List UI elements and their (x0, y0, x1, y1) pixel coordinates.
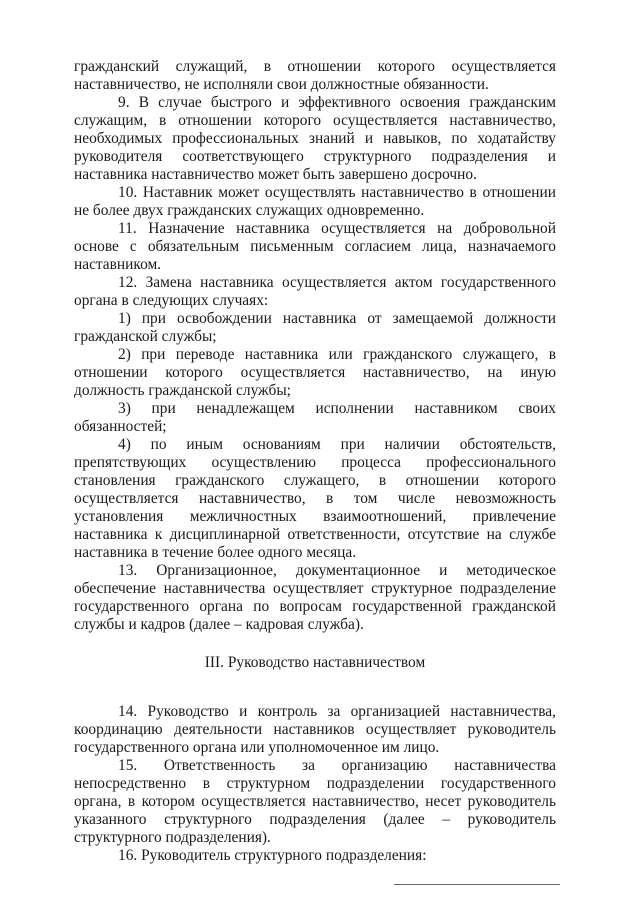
paragraph-10: 10. Наставник может осуществлять наставничество в отношении не более двух гражданских служащих одновременно. (74, 184, 556, 219)
paragraph-11: 11. Назначение наставника осуществляется на добровольной основе с обязательным письменным согласием лица, назначаемого наставником. (74, 220, 556, 273)
paragraph-9: 9. В случае быстрого и эффективного освоения гражданским служащим, в отношении которого осуществляется наставничество, необходимых профессиональных знаний и навыков, по ходатайству руководителя соответствующего структурного подразделения и наставника наставничество может быть завершено досрочно. (74, 94, 556, 183)
section-heading: III. Руководство наставничеством (204, 654, 426, 671)
paragraph-12-item-3: 3) при ненадлежащем исполнении наставником своих обязанностей; (74, 400, 556, 435)
paragraph-continuation: гражданский служащий, в отношении которого осуществляется наставничество, не исполняли свои должностные обязанности. (74, 58, 556, 93)
bottom-divider (394, 884, 560, 885)
paragraph-12-item-2: 2) при переводе наставника или гражданского служащего, в отношении которого осуществляется наставничество, на иную должность гражданской службы; (74, 346, 556, 399)
paragraph-12: 12. Замена наставника осуществляется актом государственного органа в следующих случаях: (74, 274, 556, 309)
paragraph-12-item-1: 1) при освобождении наставника от замещаемой должности гражданской службы; (74, 310, 556, 345)
document-body (74, 58, 556, 865)
paragraph-14: 14. Руководство и контроль за организацией наставничества, координацию деятельности наставников осуществляет руководитель государственного органа или уполномоченное им лицо. (74, 703, 556, 756)
paragraph-13: 13. Организационное, документационное и методическое обеспечение наставничества осуществляет структурное подразделение государственного органа по вопросам государственной гражданской службы и кадров (далее – кадровая служба). (74, 562, 556, 633)
paragraph-16: 16. Руководитель структурного подразделения: (118, 847, 427, 864)
paragraph-15: 15. Ответственность за организацию наставничества непосредственно в структурном подразделении государственного органа, в котором осуществляется наставничество, несет руководитель указанного структурного подразделения (далее – руководитель структурного подразделения). (74, 757, 556, 846)
paragraph-12-item-4: 4) по иным основаниям при наличии обстоятельств, препятствующих осуществлению процесса профессионального становления гражданского служащего, в отношении которого осуществляется наставничество, в том числе невозможность установления межличностных взаимоотношений, привлечение наставника к дисциплинарной ответственности, отсутствие на службе наставника в течение более одного месяца. (74, 436, 556, 561)
